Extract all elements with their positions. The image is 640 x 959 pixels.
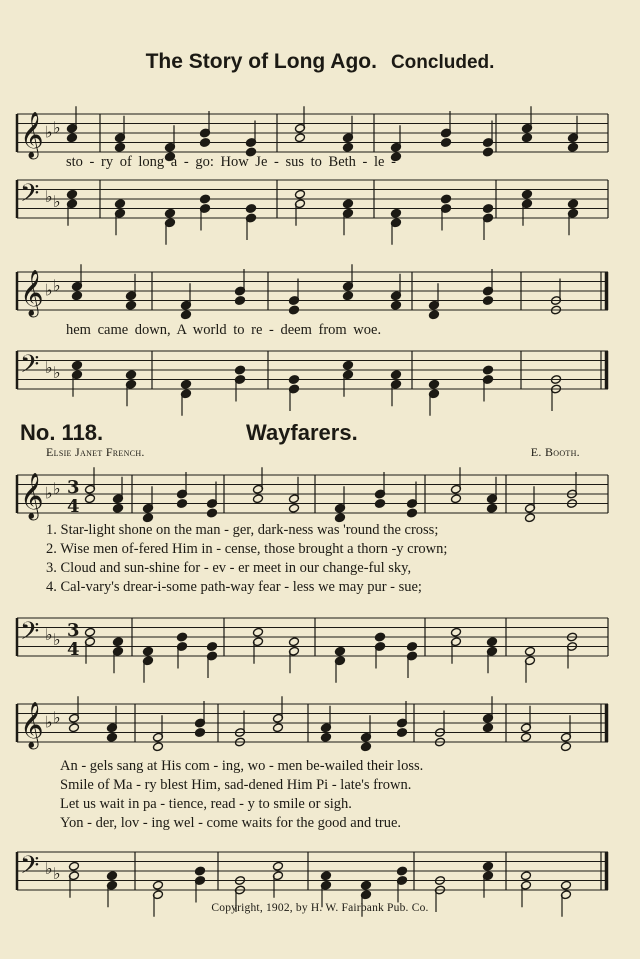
note-head bbox=[199, 138, 210, 148]
flat-icon: ♭ bbox=[53, 629, 61, 649]
music-system-4-treble bbox=[0, 700, 640, 750]
note-head bbox=[252, 627, 263, 637]
note-head bbox=[112, 503, 123, 513]
note-head bbox=[440, 194, 451, 204]
note-head bbox=[68, 861, 79, 871]
bass-clef-icon: 𝄢 bbox=[20, 350, 40, 385]
note-head bbox=[342, 142, 353, 152]
note-head bbox=[272, 723, 283, 733]
note-head bbox=[428, 310, 439, 320]
note-head bbox=[294, 189, 305, 199]
note-head bbox=[68, 723, 79, 733]
time-signature-bottom: 4 bbox=[67, 496, 80, 517]
time-signature-bottom: 4 bbox=[67, 639, 80, 660]
note-head bbox=[66, 189, 77, 199]
note-head bbox=[486, 503, 497, 513]
note-head bbox=[390, 208, 401, 218]
note-head bbox=[390, 300, 401, 310]
note-head bbox=[396, 866, 407, 876]
note-head bbox=[272, 861, 283, 871]
music-system-4-bass bbox=[0, 848, 640, 898]
note-head bbox=[294, 133, 305, 143]
verse-2-line-1: 2. Wise men of-fered Him in - cense, those brought a thorn -y crown; bbox=[46, 541, 448, 557]
flat-icon: ♭ bbox=[53, 117, 61, 137]
note-head bbox=[520, 732, 531, 742]
note-head bbox=[288, 375, 299, 385]
note-head bbox=[176, 632, 187, 642]
note-head bbox=[334, 646, 345, 656]
treble-clef-icon: 𝄞 bbox=[20, 473, 44, 519]
note-head bbox=[482, 365, 493, 375]
verse-1-line-1: 1. Star-light shone on the man - ger, dark-ness was 'round the cross; bbox=[46, 522, 439, 538]
flat-icon: ♭ bbox=[53, 478, 61, 498]
hymn-number: No. 118. bbox=[20, 420, 104, 445]
note-head bbox=[288, 637, 299, 647]
note-head bbox=[106, 871, 117, 881]
note-head bbox=[450, 627, 461, 637]
song-title bbox=[0, 50, 640, 74]
note-head bbox=[567, 199, 578, 209]
verse-4-line-2: Yon - der, lov - ing wel - come waits for the good and true. bbox=[60, 815, 402, 831]
note-head bbox=[440, 138, 451, 148]
flat-icon: ♭ bbox=[53, 863, 61, 883]
note-head bbox=[180, 379, 191, 389]
note-head bbox=[521, 133, 532, 143]
note-head bbox=[125, 300, 136, 310]
flat-icon: ♭ bbox=[45, 712, 53, 732]
flat-icon: ♭ bbox=[53, 707, 61, 727]
music-system-2-treble bbox=[0, 268, 640, 318]
flat-icon: ♭ bbox=[53, 191, 61, 211]
flat-icon: ♭ bbox=[53, 275, 61, 295]
note-head bbox=[234, 296, 245, 306]
note-head bbox=[482, 861, 493, 871]
note-head bbox=[390, 370, 401, 380]
note-head bbox=[396, 728, 407, 738]
note-head bbox=[114, 142, 125, 152]
note-head bbox=[194, 866, 205, 876]
music-system-3-bass bbox=[0, 614, 640, 664]
note-head bbox=[524, 646, 535, 656]
music-system-2-bass bbox=[0, 347, 640, 397]
time-signature-top: 3 bbox=[67, 620, 80, 641]
note-head bbox=[406, 642, 417, 652]
note-head bbox=[164, 208, 175, 218]
note-head bbox=[245, 204, 256, 214]
verse-1-line-2: An - gels sang at His com - ing, wo - men be-wailed their loss. bbox=[60, 758, 424, 774]
hymn-title: Wayfarers. bbox=[246, 420, 358, 445]
note-head bbox=[106, 732, 117, 742]
note-head bbox=[152, 880, 163, 890]
note-head bbox=[482, 204, 493, 214]
note-head bbox=[320, 732, 331, 742]
treble-clef-icon: 𝄞 bbox=[20, 112, 44, 158]
note-head bbox=[482, 723, 493, 733]
note-head bbox=[180, 310, 191, 320]
note-head bbox=[482, 296, 493, 306]
music-system-1-treble bbox=[0, 110, 640, 160]
flat-icon: ♭ bbox=[45, 859, 53, 878]
bass-clef-icon: 𝄢 bbox=[20, 179, 40, 214]
note-head bbox=[206, 642, 217, 652]
note-head bbox=[234, 365, 245, 375]
flat-icon: ♭ bbox=[53, 362, 61, 382]
note-head bbox=[406, 508, 417, 518]
verse-3-line-1: 3. Cloud and sun-shine for - ev - er meet in our change-ful sky, bbox=[46, 560, 412, 576]
verse-3-line-2: Let us wait in pa - tience, read - y to smile or sigh. bbox=[60, 796, 352, 812]
flat-icon: ♭ bbox=[45, 483, 53, 503]
flat-icon: ♭ bbox=[45, 122, 53, 142]
bass-clef-icon: 𝄢 bbox=[20, 617, 40, 652]
note-head bbox=[112, 637, 123, 647]
note-head bbox=[71, 291, 82, 301]
note-head bbox=[66, 133, 77, 143]
bass-clef-icon: 𝄢 bbox=[20, 851, 40, 886]
verse-4-line-1: 4. Cal-vary's drear-i-some path-way fear - less we may pur - sue; bbox=[46, 579, 422, 595]
note-head bbox=[567, 142, 578, 152]
note-head bbox=[560, 880, 571, 890]
note-head bbox=[194, 728, 205, 738]
note-head bbox=[206, 508, 217, 518]
note-head bbox=[360, 742, 371, 752]
note-head bbox=[342, 360, 353, 370]
note-head bbox=[114, 199, 125, 209]
note-head bbox=[176, 499, 187, 509]
flat-icon: ♭ bbox=[45, 280, 53, 300]
flat-icon: ♭ bbox=[45, 187, 53, 206]
note-head bbox=[84, 627, 95, 637]
note-head bbox=[199, 194, 210, 204]
note-head bbox=[520, 871, 531, 881]
music-system-1-bass bbox=[0, 176, 640, 226]
lyric-system-1: sto - ry of long a - go: How Je - sus to Beth - le - bbox=[66, 154, 396, 170]
note-head bbox=[125, 370, 136, 380]
time-signature-top: 3 bbox=[67, 477, 80, 498]
note-head bbox=[342, 199, 353, 209]
note-head bbox=[84, 494, 95, 504]
note-head bbox=[142, 646, 153, 656]
lyric-system-2: hem came down, A world to re - deem from woe. bbox=[66, 322, 382, 338]
note-head bbox=[288, 305, 299, 315]
note-head bbox=[560, 742, 571, 752]
composer-credit: E. Booth. bbox=[530, 445, 580, 459]
flat-icon: ♭ bbox=[45, 625, 53, 644]
note-head bbox=[320, 871, 331, 881]
note-head bbox=[374, 632, 385, 642]
note-head bbox=[521, 189, 532, 199]
note-head bbox=[152, 742, 163, 752]
verse-2-line-2: Smile of Ma - ry blest Him, sad-dened Him Pi - late's frown. bbox=[60, 777, 412, 793]
song-title-text: The Story of Long Ago. bbox=[145, 50, 377, 73]
note-head bbox=[450, 494, 461, 504]
note-head bbox=[374, 499, 385, 509]
note-head bbox=[288, 503, 299, 513]
treble-clef-icon: 𝄞 bbox=[20, 270, 44, 316]
author-credit: Elsie Janet French. bbox=[46, 445, 145, 459]
note-head bbox=[252, 494, 263, 504]
note-head bbox=[71, 360, 82, 370]
treble-clef-icon: 𝄞 bbox=[20, 702, 44, 748]
note-head bbox=[486, 637, 497, 647]
song-title-concluded: Concluded. bbox=[390, 52, 495, 73]
note-head bbox=[428, 379, 439, 389]
copyright-notice: Copyright, 1902, by H. W. Fairbank Pub. Co. bbox=[211, 902, 429, 914]
note-head bbox=[360, 880, 371, 890]
note-head bbox=[342, 291, 353, 301]
flat-icon: ♭ bbox=[45, 358, 53, 377]
music-system-3-treble bbox=[0, 470, 640, 520]
